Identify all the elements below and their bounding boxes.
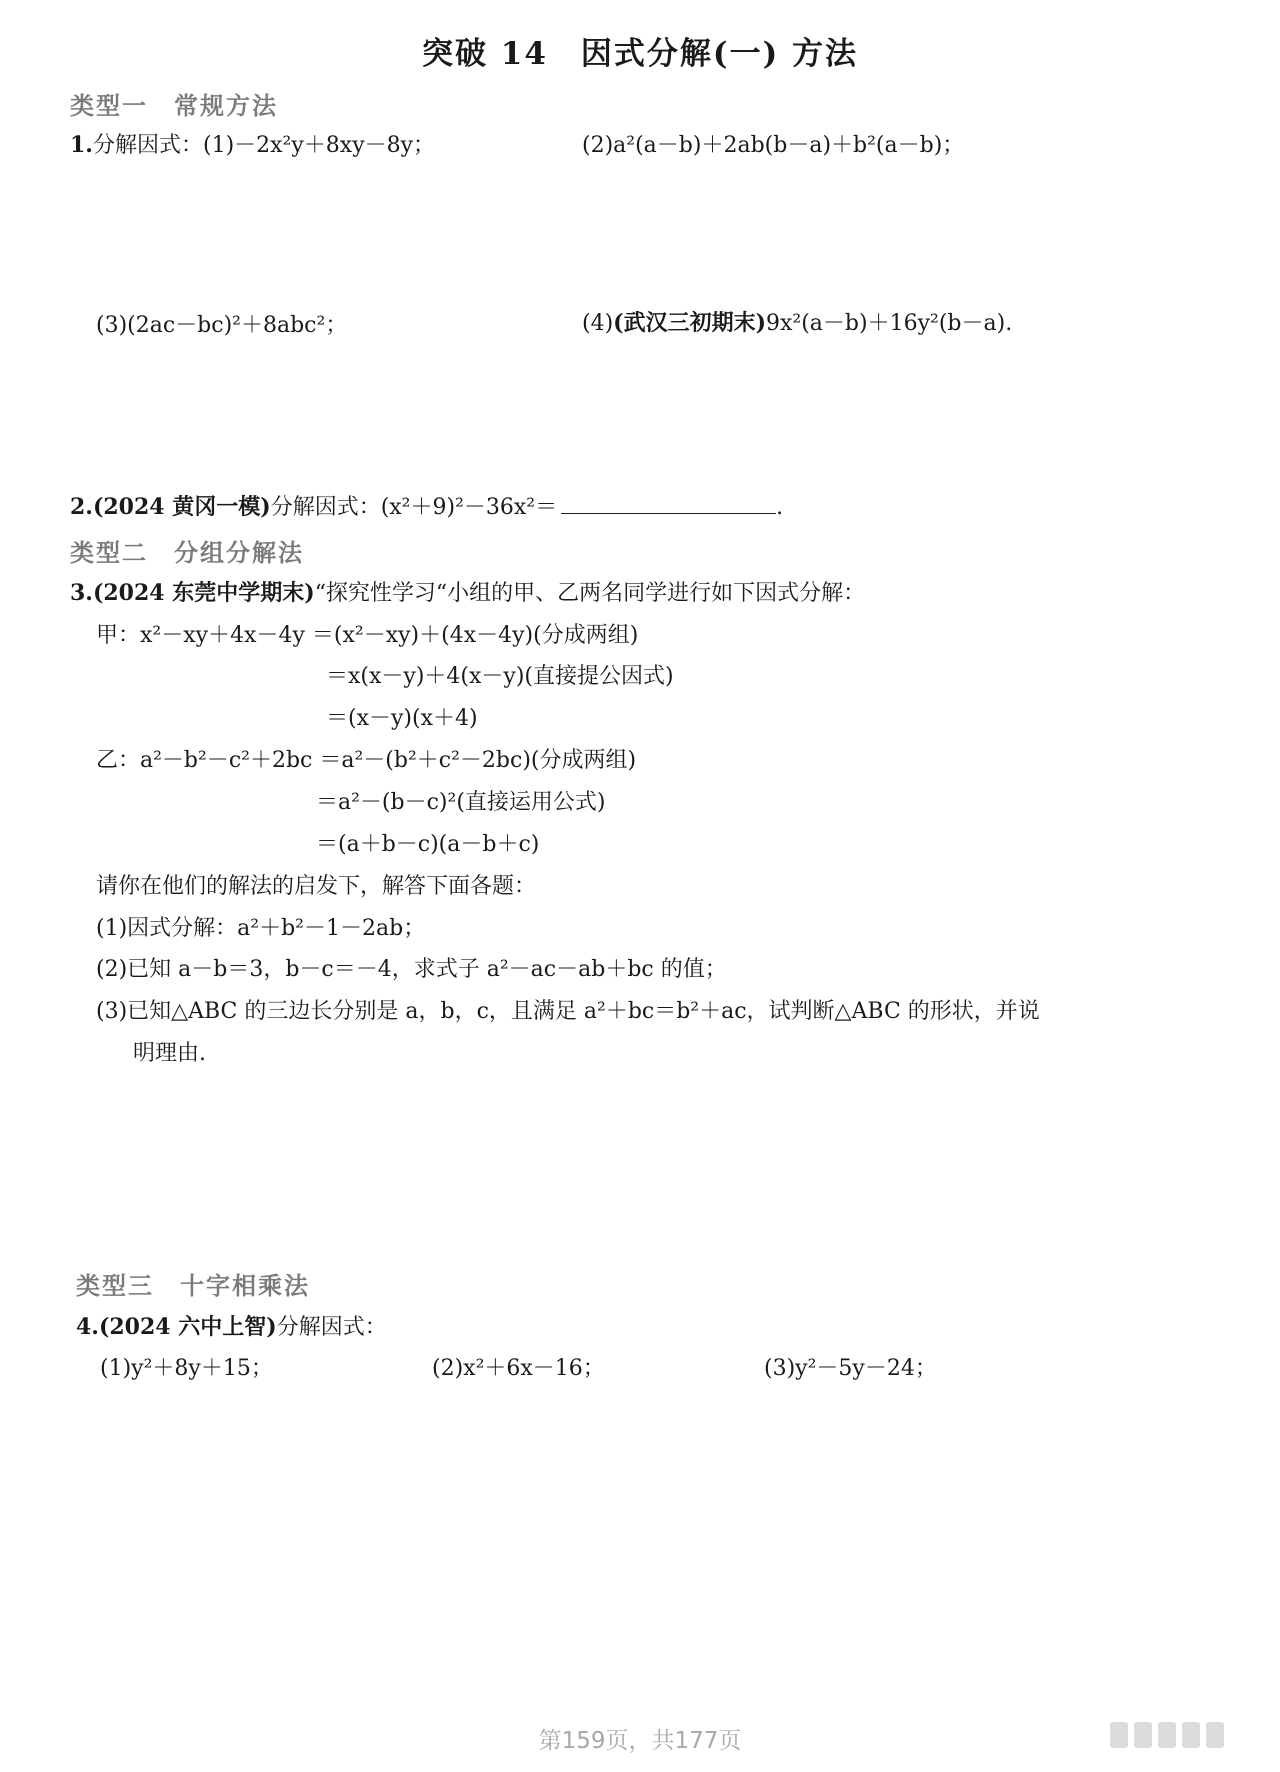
scroll-control-icon[interactable] — [1206, 1722, 1224, 1748]
question-number: 4. — [76, 1314, 99, 1340]
answer-blank[interactable] — [561, 493, 776, 514]
part-number: (4) — [582, 311, 614, 336]
yi-step-2: ＝a²－(b－c)²(直接运用公式) — [316, 790, 606, 815]
expression: (1)－2x²y＋8xy－8y； — [202, 133, 436, 158]
scroll-control-icon[interactable] — [1110, 1722, 1128, 1748]
question-text: 分解因式：(x²＋9)²－36x²＝ — [270, 495, 558, 520]
yi-step-1: 乙：a²－b²－c²＋2bc ＝a²－(b²＋c²－2bc)(分成两组) — [96, 748, 637, 773]
expression: 9x²(a－b)＋16y²(b－a). — [766, 311, 1013, 336]
page-title: 突破 14 因式分解(一) 方法 — [421, 36, 859, 72]
scroll-control-icon[interactable] — [1182, 1722, 1200, 1748]
question-4-part-2: (2)x²＋6x－16； — [432, 1356, 605, 1381]
question-2 — [70, 490, 783, 521]
question-4-intro — [76, 1310, 387, 1341]
source-tag: (武汉三初期末) — [613, 310, 766, 336]
question-1-part-1 — [70, 128, 435, 159]
question-end: . — [776, 495, 784, 520]
question-lead: 分解因式： — [276, 1315, 387, 1340]
section-heading-3: 类型三 十字相乘法 — [76, 1272, 310, 1300]
question-1-part-2: (2)a²(a－b)＋2ab(b－a)＋b²(a－b)； — [582, 133, 965, 158]
question-number: 1. — [70, 132, 93, 158]
source-tag: (2024 黄冈一模) — [92, 494, 271, 520]
question-text: “探究性学习“小组的甲、乙两名同学进行如下因式分解： — [314, 581, 866, 606]
page-indicator: 第159页，共177页 — [538, 1728, 742, 1754]
section-heading-1: 类型一 常规方法 — [70, 92, 278, 120]
source-tag: (2024 六中上智) — [98, 1314, 277, 1340]
question-3-part-2: (2)已知 a－b＝3，b－c＝－4，求式子 a²－ac－ab＋bc 的值； — [96, 957, 727, 982]
question-3-part-1: (1)因式分解：a²＋b²－1－2ab； — [96, 916, 426, 941]
question-4-part-3: (3)y²－5y－24； — [764, 1356, 937, 1381]
source-tag: (2024 东莞中学期末) — [92, 580, 315, 606]
question-3-part-3: (3)已知△ABC 的三边长分别是 a，b，c，且满足 a²＋bc＝b²＋ac，试判断△ABC 的形状，并说 — [96, 999, 1040, 1024]
question-3-prompt: 请你在他们的解法的启发下，解答下面各题： — [96, 874, 537, 899]
section-heading-2: 类型二 分组分解法 — [70, 539, 304, 567]
yi-step-3: ＝(a＋b－c)(a－b＋c) — [316, 832, 540, 857]
question-1-part-4 — [582, 306, 1012, 337]
scroll-control-icon[interactable] — [1134, 1722, 1152, 1748]
jia-step-2: ＝x(x－y)＋4(x－y)(直接提公因式) — [326, 664, 674, 689]
question-number: 2. — [70, 494, 93, 520]
question-1-part-3: (3)(2ac－bc)²＋8abc²； — [96, 313, 348, 338]
scroll-control-icon[interactable] — [1158, 1722, 1176, 1748]
question-number: 3. — [70, 580, 93, 606]
question-4-part-1: (1)y²＋8y＋15； — [100, 1356, 273, 1381]
question-3-part-3-cont: 明理由. — [133, 1041, 206, 1066]
jia-step-1: 甲：x²－xy＋4x－4y ＝(x²－xy)＋(4x－4y)(分成两组) — [96, 623, 639, 648]
question-3-intro — [70, 576, 865, 607]
jia-step-3: ＝(x－y)(x＋4) — [326, 706, 478, 731]
question-lead: 分解因式： — [92, 133, 203, 158]
